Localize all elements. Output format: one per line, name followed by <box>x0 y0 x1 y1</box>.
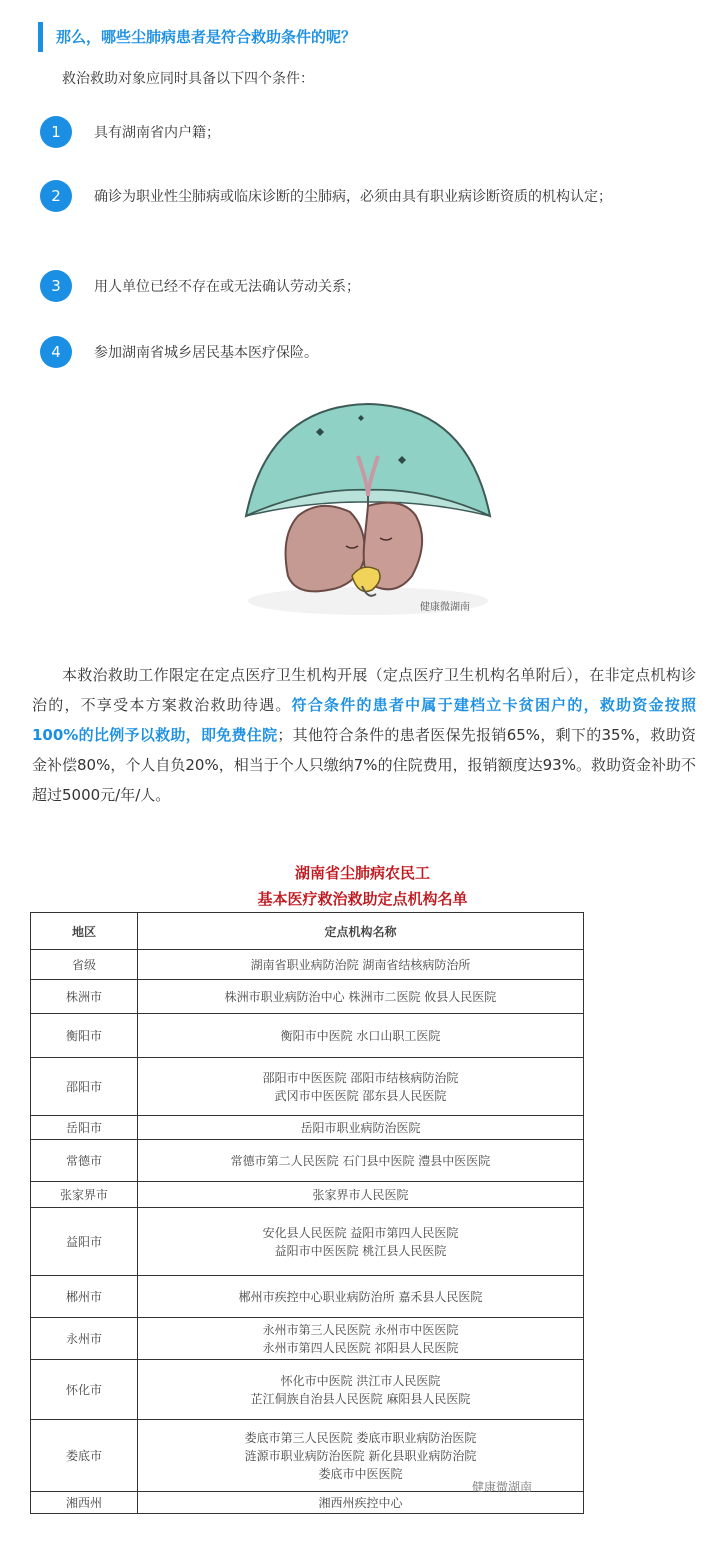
paragraph-text: ；其他符合条件的患者医保先报销65%，剩下的35%，救助资金补偿80%，个人自负20%，相当于个人只缴纳7%的住院费用，报销额度达93%。救助资金补助不超过5000元/年/人。 <box>32 726 697 804</box>
table-row <box>31 1276 584 1318</box>
institution-line: 邵阳市中医医院 邵阳市结核病防治院 <box>262 1070 459 1085</box>
region-cell: 益阳市 <box>31 1208 138 1276</box>
institution-cell <box>138 950 584 980</box>
intro-text: 救治救助对象应同时具备以下四个条件： <box>62 71 314 87</box>
body-paragraph <box>32 660 696 810</box>
institution-cell <box>138 1014 584 1058</box>
heading-accent-bar <box>38 22 43 52</box>
table-row <box>31 1318 584 1360</box>
table-row <box>31 1140 584 1182</box>
paragraph-text: 本救治救助工作限定在定点医疗卫生机构开展（定点医疗卫生机构名单附后），在非定点机构诊治的，不享受本方案救治救助待遇。 <box>32 666 696 714</box>
table-row <box>31 1182 584 1208</box>
lung-umbrella-illustration <box>228 396 508 618</box>
institution-line: 常德市第二人民医院 石门县中医院 澧县中医医院 <box>230 1153 491 1168</box>
institution-line: 株洲市职业病防治中心 株洲市二医院 攸县人民医院 <box>224 989 497 1004</box>
region-cell: 永州市 <box>31 1318 138 1360</box>
condition-text: 用人单位已经不存在或无法确认劳动关系； <box>94 279 360 295</box>
region-cell: 湘西州 <box>31 1492 138 1514</box>
institution-line: 涟源市职业病防治医院 新化县职业病防治院 <box>244 1448 477 1463</box>
region-cell: 省级 <box>31 950 138 980</box>
table-watermark: 健康微湖南 <box>472 1480 533 1494</box>
column-header: 定点机构名称 <box>138 913 584 950</box>
section-heading: 那么，哪些尘肺病患者是符合救助条件的呢？ <box>56 28 357 46</box>
table-row <box>31 950 584 980</box>
table-title-line2: 基本医疗救治救助定点机构名单 <box>257 890 468 908</box>
institution-cell <box>138 1116 584 1140</box>
institution-line: 张家界市人民医院 <box>312 1187 409 1202</box>
region-cell: 张家界市 <box>31 1182 138 1208</box>
institution-line: 湘西州疾控中心 <box>318 1495 403 1510</box>
institution-line: 益阳市中医医院 桃江县人民医院 <box>274 1243 447 1258</box>
institution-line: 安化县人民医院 益阳市第四人民医院 <box>262 1225 459 1240</box>
institution-cell <box>138 1208 584 1276</box>
institution-cell <box>138 1318 584 1360</box>
institution-line: 衡阳市中医院 水口山职工医院 <box>280 1028 441 1043</box>
institution-line: 怀化市中医院 洪江市人民医院 <box>280 1373 441 1388</box>
table-title-line1: 湖南省尘肺病农民工 <box>294 864 430 882</box>
condition-text: 确诊为职业性尘肺病或临床诊断的尘肺病，必须由具有职业病诊断资质的机构认定； <box>94 189 612 205</box>
institution-table <box>30 912 584 1514</box>
table-row <box>31 1058 584 1116</box>
institution-line: 郴州市疾控中心职业病防治所 嘉禾县人民医院 <box>238 1289 483 1304</box>
institution-cell <box>138 1276 584 1318</box>
institution-line: 湖南省职业病防治院 湖南省结核病防治所 <box>250 957 471 972</box>
table-row <box>31 1208 584 1276</box>
institution-line: 娄底市第三人民医院 娄底市职业病防治医院 <box>244 1430 477 1445</box>
institution-line: 永州市第三人民医院 永州市中医医院 <box>262 1322 459 1337</box>
institution-cell <box>138 1058 584 1116</box>
institution-line: 岳阳市职业病防治医院 <box>300 1120 421 1135</box>
region-cell: 娄底市 <box>31 1420 138 1492</box>
condition-number-badge: 3 <box>40 270 72 302</box>
paragraph-highlight: 符合条件的患者中属于建档立卡贫困户的，救助资金按照 100%的比例予以救助，即免费住院 <box>32 696 696 744</box>
table-row <box>31 1360 584 1420</box>
region-cell: 邵阳市 <box>31 1058 138 1116</box>
condition-number-badge: 4 <box>40 336 72 368</box>
institution-line: 芷江侗族自治县人民医院 麻阳县人民医院 <box>250 1391 471 1406</box>
table-row <box>31 1116 584 1140</box>
illustration-watermark: 健康微湖南 <box>420 602 470 613</box>
region-cell: 郴州市 <box>31 1276 138 1318</box>
institution-cell <box>138 1182 584 1208</box>
region-cell: 株洲市 <box>31 980 138 1014</box>
institution-line: 娄底市中医医院 <box>318 1466 403 1481</box>
institution-cell <box>138 980 584 1014</box>
column-header: 地区 <box>31 913 138 950</box>
condition-number-badge: 2 <box>40 180 72 212</box>
table-header-row <box>31 913 584 950</box>
region-cell: 岳阳市 <box>31 1116 138 1140</box>
table-row <box>31 1014 584 1058</box>
table-row <box>31 980 584 1014</box>
region-cell: 常德市 <box>31 1140 138 1182</box>
region-cell: 衡阳市 <box>31 1014 138 1058</box>
institution-cell <box>138 1360 584 1420</box>
region-cell: 怀化市 <box>31 1360 138 1420</box>
institution-line: 武冈市中医医院 邵东县人民医院 <box>274 1088 447 1103</box>
condition-number-badge: 1 <box>40 116 72 148</box>
institution-line: 永州市第四人民医院 祁阳县人民医院 <box>262 1340 459 1355</box>
condition-text: 参加湖南省城乡居民基本医疗保险。 <box>94 345 318 361</box>
institution-cell <box>138 1140 584 1182</box>
condition-text: 具有湖南省内户籍； <box>94 125 220 141</box>
